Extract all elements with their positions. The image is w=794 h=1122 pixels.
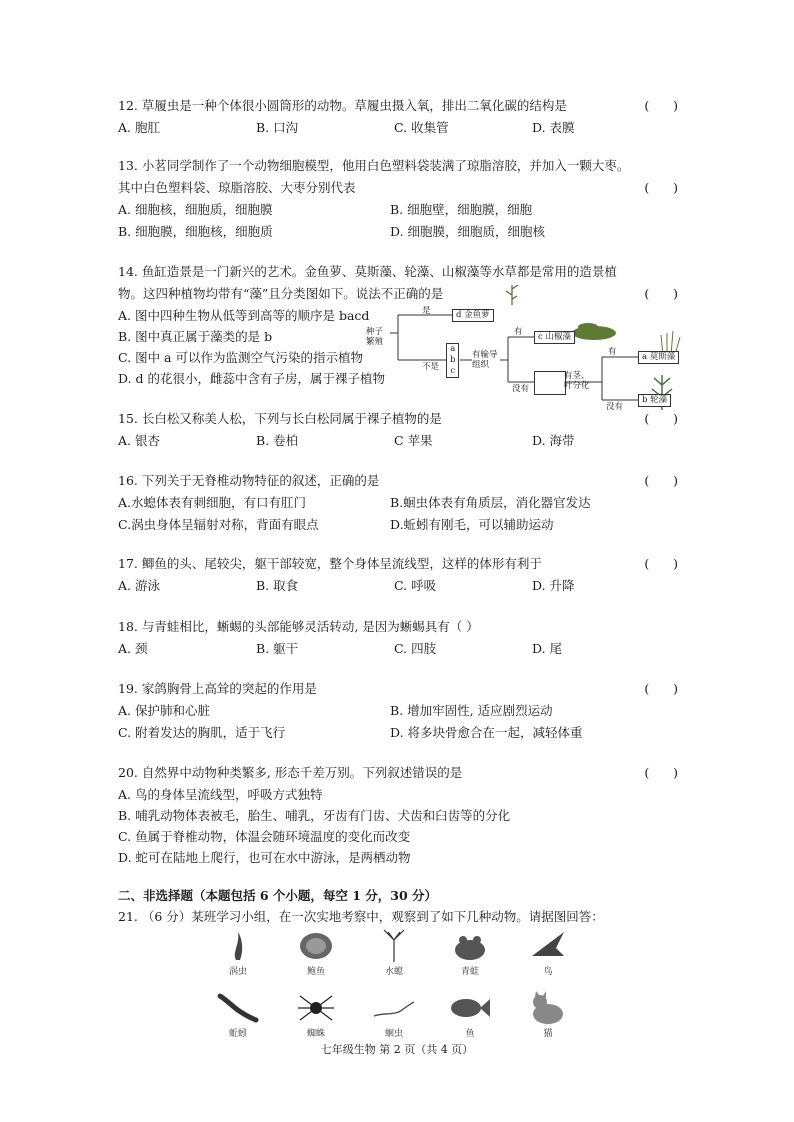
planarian-icon [218,928,258,964]
option-d: D. 海带 [532,433,575,448]
answer-paren: ( ) [644,765,678,780]
plant-sprig-icon [506,285,518,305]
section-heading: 二、非选择题（本题包括 6 个小题，每空 1 分，30 分） [118,888,438,903]
box-a: a 莫斯藻 [638,351,679,364]
question-stem-line1: 13. 小茗同学制作了一个动物细胞模型，他用白色塑料袋装满了琼脂溶胶，并加入一颗大枣。 [118,158,630,173]
label-has: 有 [514,327,523,337]
option-a: A. 图中四种生物从低等到高等的顺序是 bacd [118,308,370,323]
animal-frog [442,928,498,977]
answer-paren: ( ) [644,681,678,696]
option-b: B. 哺乳动物体表被毛，胎生、哺乳，牙齿有门齿、犬齿和臼齿等的分化 [118,808,511,823]
question-stem: 15. 长白松又称美人松，下列与长白松同属于裸子植物的是 [118,411,442,426]
classification-diagram [362,285,692,415]
box-abc: a b c [446,343,459,378]
option-b: B. 细胞壁，细胞膜，细胞 [390,202,533,217]
box-ab [534,371,566,395]
question-12 [118,95,678,139]
option-c: C. 图中 a 可以作为监测空气污染的指示植物 [118,350,363,365]
animal-hydra [366,928,422,977]
option-d: D. 尾 [532,641,563,656]
answer-paren: ( ) [644,180,678,195]
question-19 [118,678,678,744]
moss-clump-icon [572,323,616,340]
option-a: A. 银杏 [118,433,160,448]
animal-label: 蛔虫 [384,1029,403,1039]
option-c: C. 呼吸 [394,578,437,593]
question-stem: 19. 家鸽胸骨上高耸的突起的作用是 [118,681,317,696]
option-c: C.涡虫身体呈辐射对称，背面有眼点 [118,517,319,532]
question-stem: 20. 自然界中动物种类繁多, 形态千差万别。下列叙述错误的是 [118,765,463,780]
label-seed-reproduction: 种子 繁殖 [366,327,384,347]
label-yes: 是 [422,306,431,316]
box-c: c 山椒藻 [534,331,575,344]
question-15 [118,408,678,452]
question-stem-line2: 物。这四种植物均带有“藻”且分类图如下。说法不正确的是 [118,286,444,301]
animal-label: 水螅 [384,967,403,977]
spider-icon [296,990,336,1026]
label-has2: 有 [608,347,617,357]
animal-label: 蜘蛛 [306,1029,325,1039]
animal-earthworm [210,990,266,1039]
question-stem-line2: 其中白色塑料袋、琼脂溶胶、大枣分别代表 [118,180,356,195]
option-a: A. 保护肺和心脏 [118,703,210,718]
question-13 [118,155,678,243]
question-stem: 16. 下列关于无脊椎动物特征的叙述，正确的是 [118,473,380,488]
label-hasnot: 没有 [512,384,530,394]
question-stem-line1: 14. 鱼缸造景是一门新兴的艺术。金鱼萝、莫斯藻、轮藻、山椒藻等水草都是常用的造景植 [118,264,617,279]
label-hasnot2: 没有 [606,402,624,412]
option-b: B. 取食 [256,578,299,593]
animal-label: 猫 [543,1029,553,1039]
option-d: D. 蛇可在陆地上爬行，也可在水中游泳，是两栖动物 [118,850,411,865]
option-a: A. 颈 [118,641,148,656]
answer-paren: ( ) [644,473,678,488]
option-d: D. 细胞膜，细胞质，细胞核 [390,224,546,239]
question-20 [118,762,678,868]
question-stem: 12. 草履虫是一种个体很小圆筒形的动物。草履虫摄入氧，排出二氧化碳的结构是 [118,98,567,113]
option-d: D. 将多块骨愈合在一起，减轻体重 [390,725,583,740]
label-no: 不是 [422,362,440,372]
animal-spider [288,990,344,1039]
animal-label: 涡虫 [228,967,247,977]
option-d: D.蚯蚓有刚毛，可以辅助运动 [390,517,554,532]
question-21-stem: 21. （6 分）某班学习小组，在一次实地考察中，观察到了如下几种动物。请据图回答： [118,909,604,924]
answer-paren: ( ) [644,411,678,426]
option-c: B. 细胞膜，细胞核，细胞质 [118,224,273,239]
option-a: A.水螅体表有刺细胞，有口有肛门 [118,495,307,510]
option-c: C. 附着发达的胸肌，适于飞行 [118,725,286,740]
option-a: A. 细胞核，细胞质，细胞膜 [118,202,273,217]
option-c: C. 四肢 [394,641,437,656]
cat-icon [526,990,570,1026]
label-stem-leaf: 有茎、 叶分化 [564,371,590,391]
question-16 [118,470,678,536]
option-a: A. 胞肛 [118,120,160,135]
bird-icon [528,928,568,964]
animal-fish [442,990,498,1039]
option-b: B. 增加牢固性, 适应剧烈运动 [390,703,553,718]
animal-label: 鱼 [465,1029,475,1039]
frog-icon [450,928,490,964]
abalone-icon [296,928,336,964]
option-a: A. 游泳 [118,578,160,593]
animal-bird [520,928,576,977]
roundworm-icon [372,990,416,1026]
option-c: C. 鱼属于脊椎动物，体温会随环境温度的变化而改变 [118,829,411,844]
box-b: b 轮藻 [638,394,671,407]
hydra-icon [374,928,414,964]
option-b: B.蛔虫体表有角质层，消化器官发达 [390,495,591,510]
option-a: A. 鸟的身体呈流线型，呼吸方式独特 [118,787,323,802]
animal-planarian [210,928,266,977]
option-b: B. 图中真正属于藻类的是 b [118,329,273,344]
label-vascular: 有输导 组织 [472,350,498,370]
animal-label: 鸟 [543,967,553,977]
box-d: d 金鱼萝 [452,309,494,322]
animal-label: 鲍鱼 [306,967,325,977]
option-d: D. 升降 [532,578,575,593]
animal-roundworm [366,990,422,1039]
animal-abalone [288,928,344,977]
page-footer: 七年级生物 第 2 页（共 4 页） [320,1043,474,1056]
question-stem: 17. 鲫鱼的头、尾较尖，躯干部较宽，整个身体呈流线型，这样的体形有利于 [118,556,542,571]
question-17 [118,553,678,597]
option-d: D. 表膜 [532,120,575,135]
answer-paren: ( ) [644,556,678,571]
animal-label: 蚯蚓 [228,1029,247,1039]
earthworm-icon [216,990,260,1026]
option-c: C. 收集管 [394,120,449,135]
animal-label: 青蛙 [460,967,479,977]
option-b: B. 口沟 [256,120,299,135]
option-d: D. d 的花很小，雌蕊中含有子房，属于裸子植物 [118,371,385,386]
answer-paren: ( ) [644,286,678,301]
fish-icon [448,990,492,1026]
animal-cat [520,990,576,1039]
answer-paren: ( ) [644,98,678,113]
option-b: B. 卷柏 [256,433,299,448]
option-b: B. 躯干 [256,641,299,656]
question-stem: 18. 与青蛙相比，蜥蜴的头部能够灵活转动, 是因为蜥蜴具有（ ） [118,619,479,634]
question-18 [118,616,678,660]
animal-figure [210,928,590,1048]
option-c: C 苹果 [394,433,433,448]
